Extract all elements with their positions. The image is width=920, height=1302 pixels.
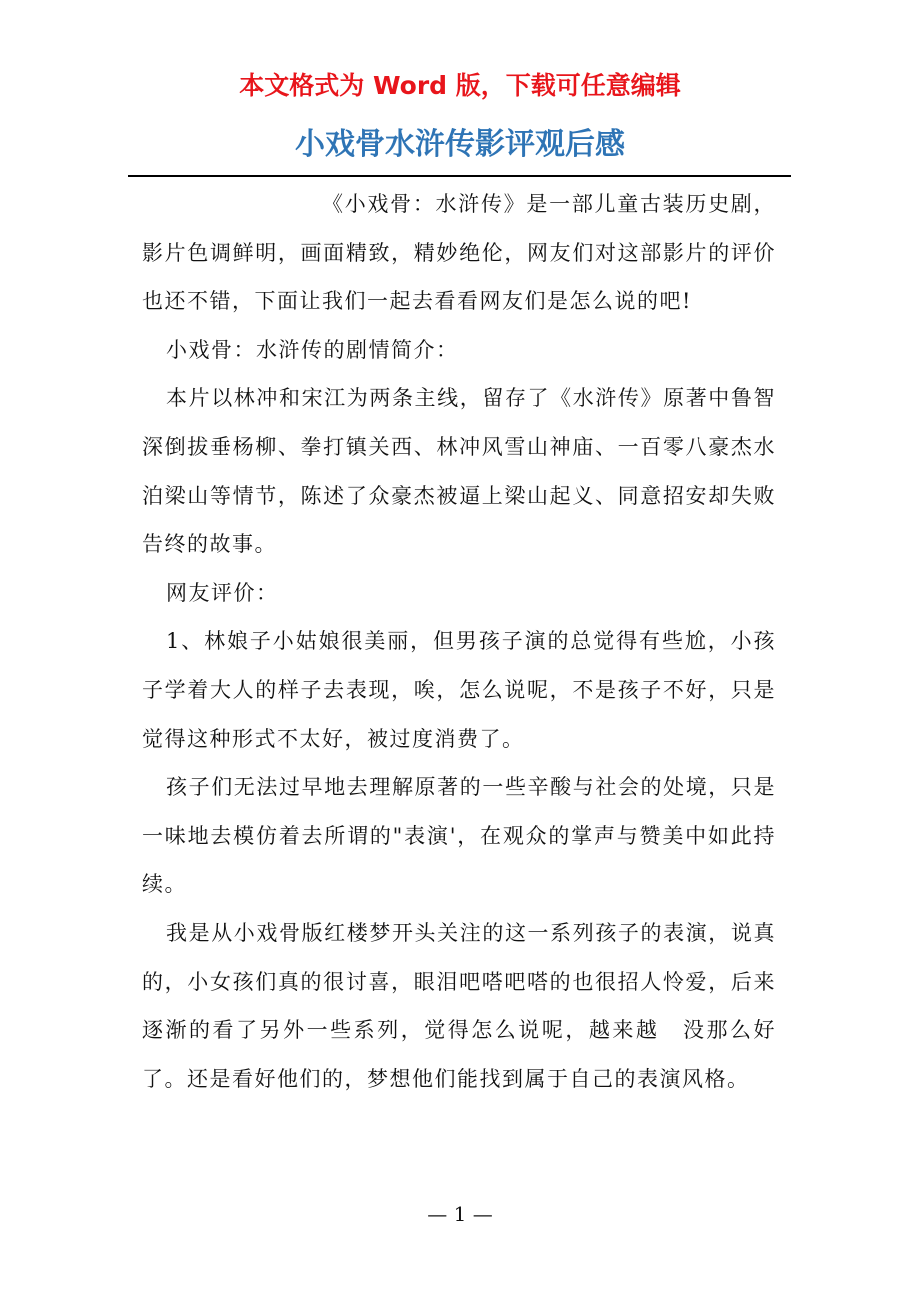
page-number: — 1 — — [427, 1202, 493, 1226]
plot-heading: 小戏骨：水浒传的剧情简介： — [166, 337, 459, 362]
reviews-heading: 网友评价： — [166, 580, 279, 605]
intro-paragraph: 《小戏骨：水浒传》是一部儿童古装历史剧，影片色调鲜明，画面精致，精妙绝伦，网友们对这部影片的评价也还不错，下面让我们一起去看看网友们是怎么说的吧! — [142, 192, 776, 314]
document-title: 小戏骨水浒传影评观后感 — [295, 127, 625, 162]
title-divider — [128, 175, 791, 177]
document-body — [142, 180, 776, 1103]
review-paragraph-1: 1、林娘子小姑娘很美丽，但男孩子演的总觉得有些尬，小孩子学着大人的样子去表现，唉，怎么说呢，不是孩子不好，只是觉得这种形式不太好，被过度消费了。 — [142, 629, 776, 751]
review-paragraph-3: 我是从小戏骨版红楼梦开头关注的这一系列孩子的表演，说真的，小女孩们真的很讨喜，眼泪吧嗒吧嗒的也很招人怜爱，后来逐渐的看了另外一些系列，觉得怎么说呢，越来越 没那么好了。还是看好他们的，梦想他们能找到属于自己的表演风格。 — [142, 920, 776, 1091]
plot-paragraph: 本片以林冲和宋江为两条主线，留存了《水浒传》原著中鲁智深倒拔垂杨柳、拳打镇关西、林冲风雪山神庙、一百零八豪杰水泊梁山等情节，陈述了众豪杰被逼上梁山起义、同意招安却失败告终的故事。 — [142, 386, 776, 557]
format-notice-banner: 本文格式为 Word 版，下载可任意编辑 — [239, 71, 681, 100]
review-paragraph-2: 孩子们无法过早地去理解原著的一些辛酸与社会的处境，只是一味地去模仿着去所谓的"表演'，在观众的掌声与赞美中如此持续。 — [142, 775, 776, 897]
